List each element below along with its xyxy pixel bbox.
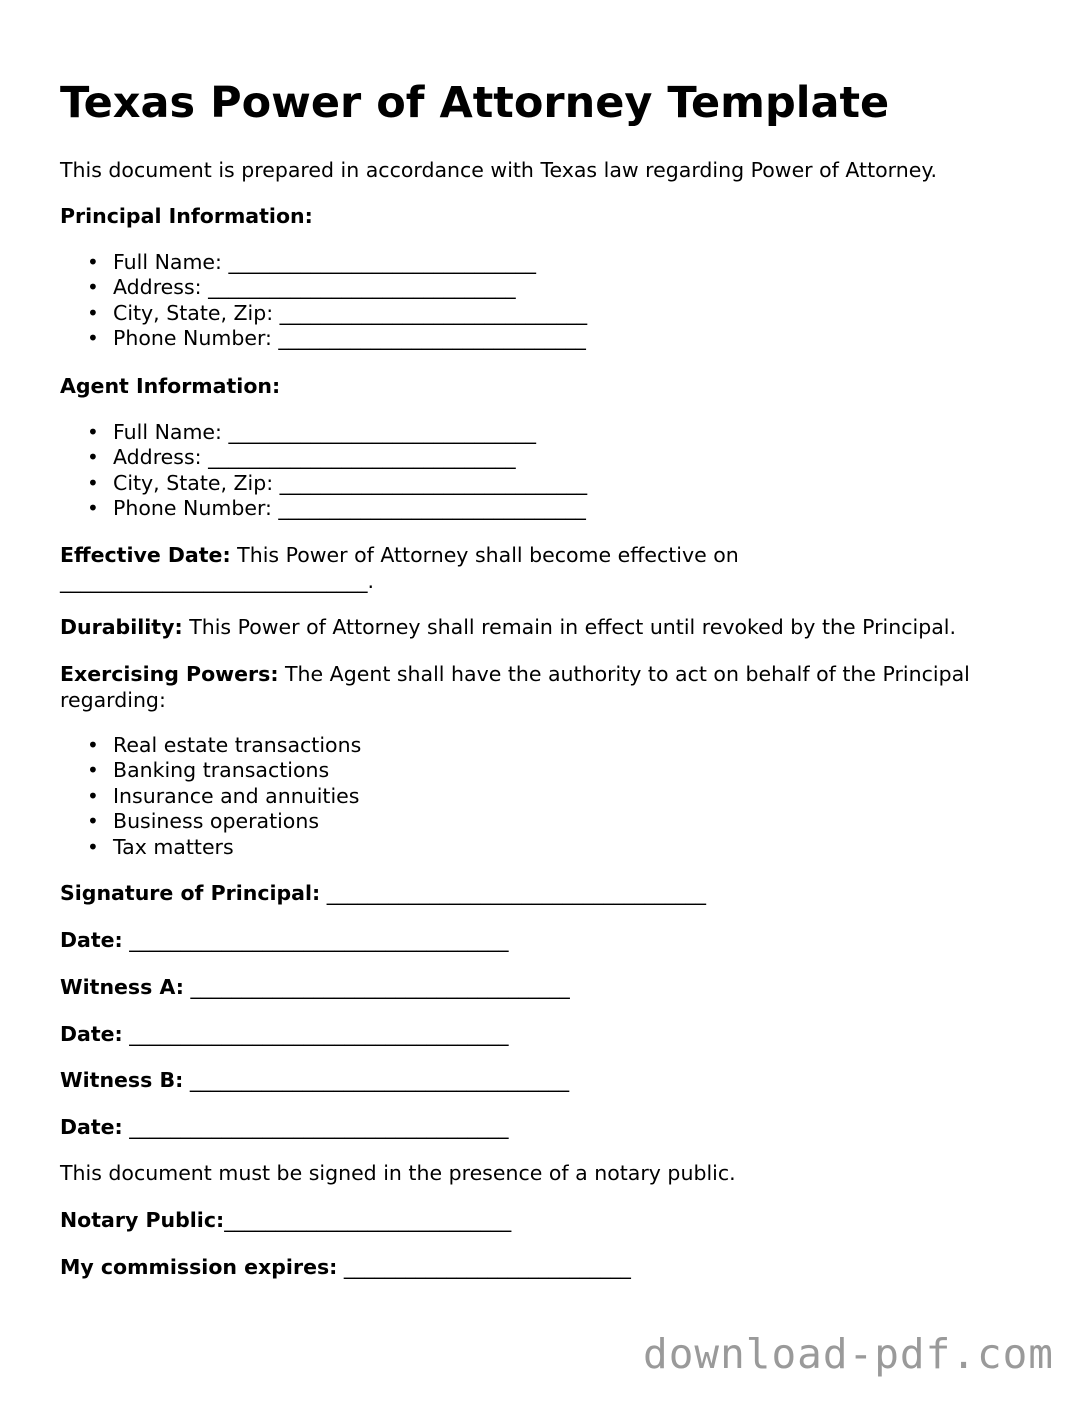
date-line-1 <box>60 927 509 953</box>
principal-phone: • Phone Number: ______________________________ <box>60 326 587 351</box>
witness-b-label: Witness B: <box>60 1068 184 1092</box>
exercising-powers-paragraph <box>60 661 1020 713</box>
signature-principal-label: Signature of Principal: <box>60 881 321 905</box>
date-label-2: Date: <box>60 1022 123 1046</box>
principal-heading-label: Principal Information: <box>60 204 313 228</box>
notary-note: This document must be signed in the presence of a notary public. <box>60 1161 736 1185</box>
agent-heading <box>60 373 280 399</box>
principal-address: • Address: ______________________________ <box>60 275 587 300</box>
witness-a-line <box>60 974 570 1000</box>
witness-b-line <box>60 1067 569 1093</box>
power-item-real-estate: • Real estate transactions <box>60 733 361 758</box>
effective-date-blank: ______________________________. <box>60 569 375 593</box>
exercising-powers-label: Exercising Powers: <box>60 662 279 686</box>
power-item-tax: • Tax matters <box>60 835 361 860</box>
commission-label: My commission expires: <box>60 1255 338 1279</box>
durability-paragraph <box>60 614 956 640</box>
witness-b-blank: _____________________________________ <box>183 1068 570 1092</box>
date-line-2 <box>60 1021 509 1047</box>
effective-date-text: This Power of Attorney shall become effective on <box>230 543 739 567</box>
powers-list <box>60 733 361 860</box>
intro-text: This document is prepared in accordance with Texas law regarding Power of Attorney. <box>60 158 938 182</box>
exercising-powers-text: The Agent shall have the authority to act on behalf of the Principal regarding: <box>60 662 970 712</box>
document-title: Texas Power of Attorney Template <box>60 78 890 128</box>
commission-line <box>60 1254 631 1280</box>
durability-text: This Power of Attorney shall remain in effect until revoked by the Principal. <box>182 615 956 639</box>
agent-full-name: • Full Name: ______________________________ <box>60 420 587 445</box>
notary-public-blank: ____________________________ <box>224 1208 512 1232</box>
effective-date-paragraph <box>60 542 739 568</box>
principal-heading <box>60 203 313 229</box>
principal-full-name: • Full Name: ______________________________ <box>60 250 587 275</box>
principal-city-state-zip: • City, State, Zip: ______________________________ <box>60 301 587 326</box>
commission-blank: ____________________________ <box>337 1255 631 1279</box>
power-item-business: • Business operations <box>60 809 361 834</box>
power-item-insurance: • Insurance and annuities <box>60 784 361 809</box>
date-label-3: Date: <box>60 1115 123 1139</box>
watermark-text: download-pdf.com <box>643 1330 1054 1378</box>
principal-fields-list <box>60 250 587 352</box>
notary-public-label: Notary Public: <box>60 1208 225 1232</box>
agent-heading-label: Agent Information: <box>60 374 281 398</box>
date-blank-2: _____________________________________ <box>122 1022 509 1046</box>
signature-principal-line <box>60 880 706 906</box>
agent-address: • Address: ______________________________ <box>60 445 587 470</box>
signature-principal-blank: _____________________________________ <box>320 881 707 905</box>
date-line-3 <box>60 1114 509 1140</box>
witness-a-blank: _____________________________________ <box>183 975 570 999</box>
date-blank-1: _____________________________________ <box>122 928 509 952</box>
durability-label: Durability: <box>60 615 183 639</box>
agent-city-state-zip: • City, State, Zip: ______________________________ <box>60 471 587 496</box>
power-item-banking: • Banking transactions <box>60 758 361 783</box>
agent-fields-list <box>60 420 587 522</box>
witness-a-label: Witness A: <box>60 975 184 999</box>
date-label-1: Date: <box>60 928 123 952</box>
notary-public-line <box>60 1207 511 1233</box>
effective-date-label: Effective Date: <box>60 543 231 567</box>
agent-phone: • Phone Number: ______________________________ <box>60 496 587 521</box>
date-blank-3: _____________________________________ <box>122 1115 509 1139</box>
